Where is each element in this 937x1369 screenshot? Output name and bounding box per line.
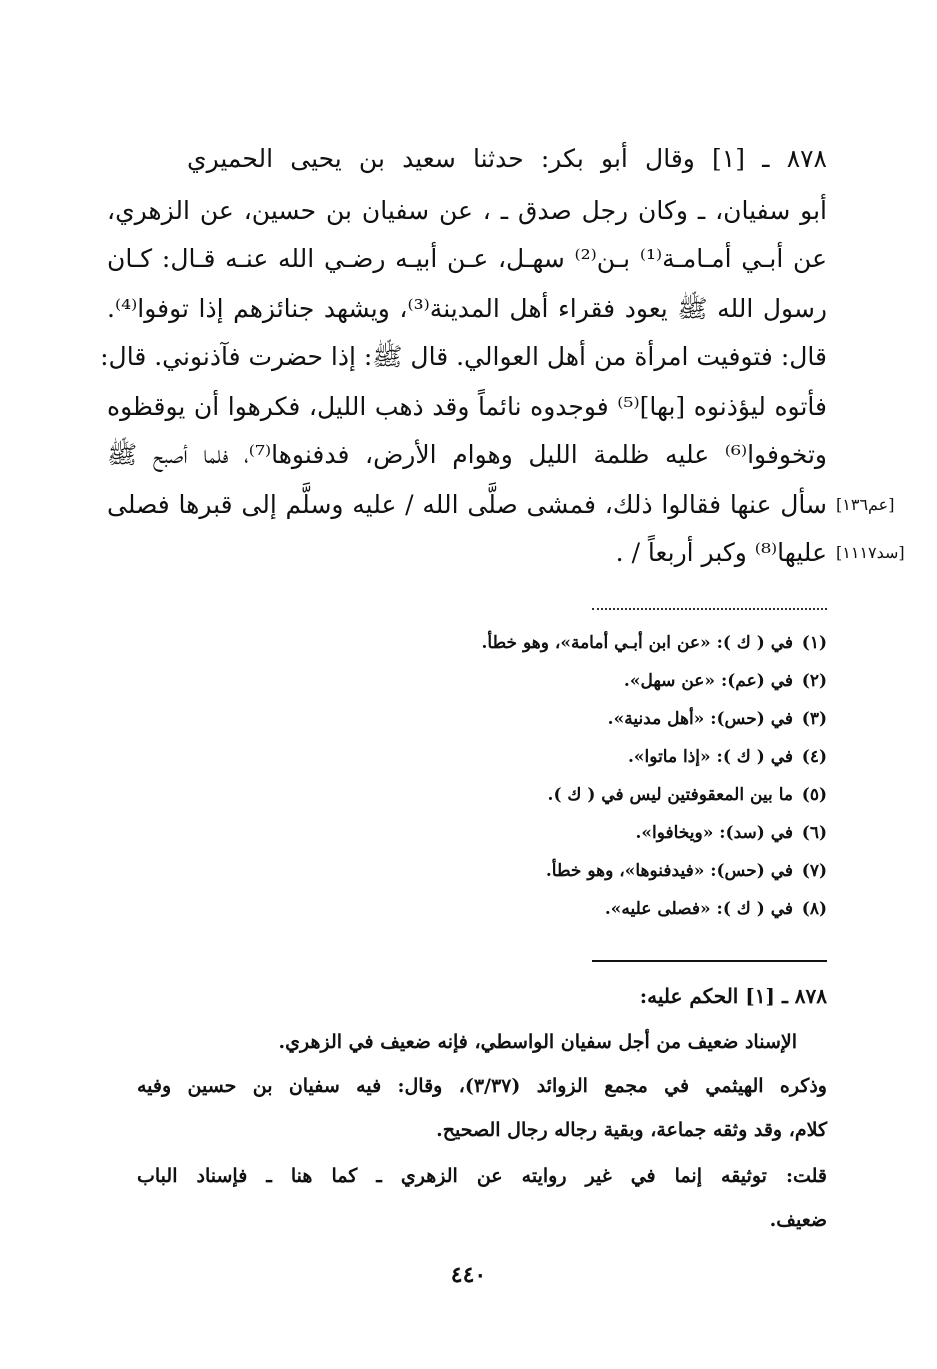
footnote-4 xyxy=(628,744,827,770)
hadith-line-6: فأتوه ليؤذنوه [بها]⁽⁵⁾ فوجدوه نائماً وقد ذهب الليل، فكرهوا أن يوقظوه xyxy=(107,392,828,421)
section-rule xyxy=(592,960,827,962)
footnote-number: (١) xyxy=(801,633,827,653)
footnote-text: في ( ك ): «إذا ماتوا». xyxy=(628,747,793,767)
footnote-text: في (عم): «عن سهل». xyxy=(623,671,793,691)
footnote-separator xyxy=(592,596,827,610)
footnote-number: (٥) xyxy=(801,785,827,805)
footnote-5 xyxy=(548,782,827,808)
footnote-7 xyxy=(546,858,827,884)
ruling-line-1: الإسناد ضعيف من أجل سفيان الواسطي، فإنه ضعيف في الزهري. xyxy=(278,1031,797,1053)
footnote-text: ما بين المعقوفتين ليس في ( ك ). xyxy=(547,785,793,805)
ruling-heading: ٨٧٨ ـ [١] الحكم عليه: xyxy=(639,984,827,1008)
footnote-text: في (سد): «ويخافوا». xyxy=(635,823,793,843)
ruling-line-2: وذكره الهيثمي في مجمع الزوائد (٣/٣٧)، وقال: فيه سفيان بن حسين وفيه xyxy=(137,1075,827,1097)
footnote-number: (٦) xyxy=(801,823,827,843)
hadith-line-4: رسول الله ﷺ يعود فقراء أهل المدينة⁽³⁾، ويشهد جنائزهم إذا توفوا⁽⁴⁾. xyxy=(107,294,827,323)
hadith-line-5: قال: فتوفيت امرأة من أهل العوالي. قال ﷺ: إذا حضرت فآذنوني. قال: xyxy=(100,342,827,371)
footnote-8 xyxy=(605,896,827,922)
footnote-text: في (حس): «فيدفنوها»، وهو خطأ. xyxy=(545,861,793,881)
footnote-2 xyxy=(624,668,827,694)
ruling-line-4: قلت: توثيقه إنما في غير روايته عن الزهري ـ كما هنا ـ فإسناد الباب xyxy=(137,1165,827,1187)
hadith-line-3: عن أبـي أمـامـة⁽¹⁾ بـن⁽²⁾ سهـل، عـن أبيـه رضـي الله عنـه قـال: كـان xyxy=(107,244,827,273)
footnote-text: في ( ك ): «عن ابن أبـي أمامة»، وهو خطأ. xyxy=(481,633,793,653)
footnote-1 xyxy=(482,630,828,656)
hadith-line-2: أبو سفيان، ـ وكان رجل صدق ـ ، عن سفيان بن حسين، عن الزهري، xyxy=(107,196,827,225)
footnote-text: في ( ك ): «فصلى عليه». xyxy=(604,899,793,919)
margin-note-sd: [سد١١١٧] xyxy=(836,543,905,562)
footnote-number: (٨) xyxy=(801,899,827,919)
ruling-line-5: ضعيف. xyxy=(769,1209,827,1231)
footnote-number: (٣) xyxy=(801,709,827,729)
page-number: ٤٤٠ xyxy=(450,1262,487,1288)
footnote-number: (٤) xyxy=(801,747,827,767)
footnote-3 xyxy=(608,706,827,732)
footnote-number: (٢) xyxy=(801,671,827,691)
ruling-line-3: كلام، وقد وثقه جماعة، وبقية رجاله رجال الصحيح. xyxy=(436,1119,827,1141)
hadith-line-7: وتخوفوا⁽⁶⁾ عليه ظلمة الليل وهوام الأرض، فدفنوها⁽⁷⁾، فلما أصبح ﷺ xyxy=(107,440,827,469)
footnote-number: (٧) xyxy=(801,861,827,881)
hadith-line-1: ٨٧٨ ـ [١] وقال أبو بكر: حدثنا سعيد بن يحيى الحميري xyxy=(187,144,827,173)
footnote-text: في (حس): «أهل مدنية». xyxy=(607,709,793,729)
footnote-6 xyxy=(635,820,827,846)
hadith-line-9: عليها⁽⁸⁾ وكبر أربعاً / . xyxy=(615,538,827,567)
hadith-line-8: سأل عنها فقالوا ذلك، فمشى صلَّى الله / عليه وسلَّم إلى قبرها فصلى xyxy=(107,490,827,519)
margin-note-am: [عم١٣٦] xyxy=(836,495,895,514)
